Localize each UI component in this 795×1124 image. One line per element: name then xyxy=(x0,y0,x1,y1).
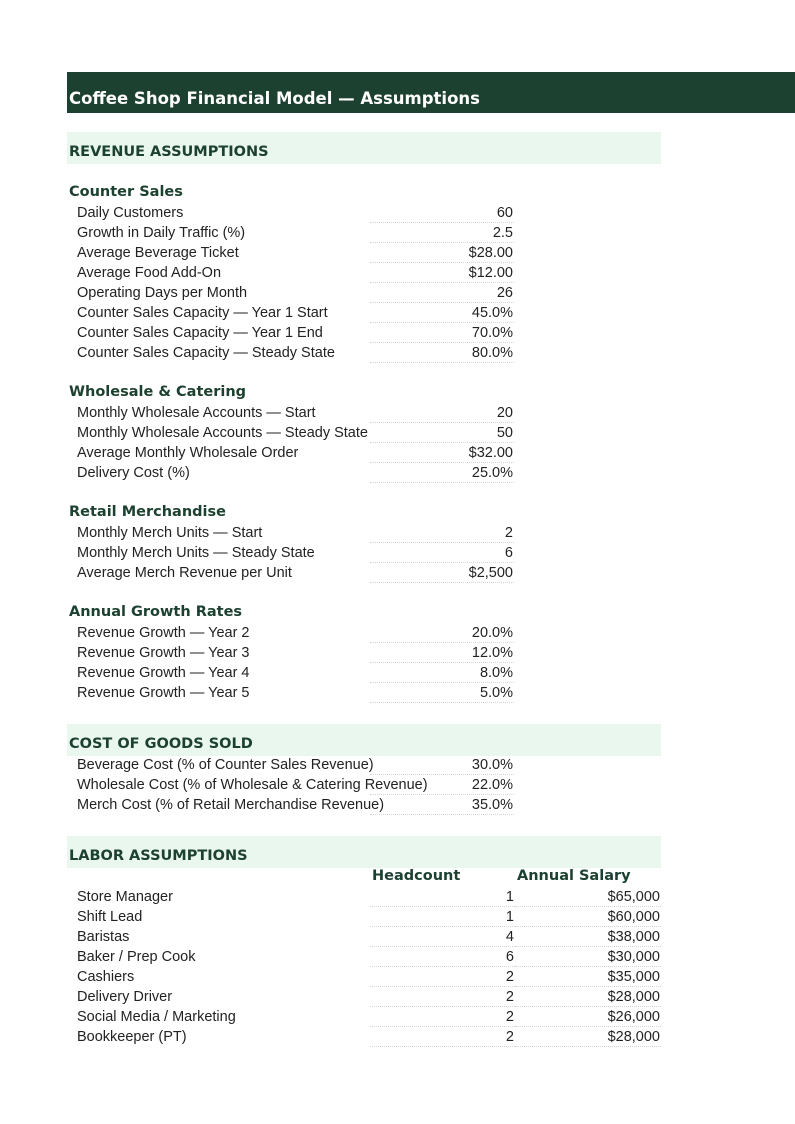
section-revenue xyxy=(67,132,661,164)
row-label: Counter Sales Capacity — Year 1 Start xyxy=(77,305,328,321)
table-row xyxy=(0,563,795,583)
salary-value[interactable]: $38,000 xyxy=(515,927,661,947)
table-row xyxy=(0,775,795,795)
table-row xyxy=(0,283,795,303)
salary-value[interactable]: $28,000 xyxy=(515,987,661,1007)
salary-value[interactable]: $65,000 xyxy=(515,887,661,907)
row-label: Social Media / Marketing xyxy=(77,1009,236,1025)
row-value[interactable]: 2 xyxy=(370,523,514,543)
table-row xyxy=(0,1027,795,1047)
table-row xyxy=(0,223,795,243)
row-value[interactable]: 45.0% xyxy=(370,303,514,323)
headcount-value[interactable]: 1 xyxy=(370,907,515,927)
row-label: Cashiers xyxy=(77,969,135,985)
headcount-value[interactable]: 4 xyxy=(370,927,515,947)
salary-value[interactable]: $26,000 xyxy=(515,1007,661,1027)
table-row xyxy=(0,243,795,263)
column-header-headcount: Headcount xyxy=(372,868,461,884)
table-row xyxy=(0,1007,795,1027)
table-row xyxy=(0,755,795,775)
row-value[interactable]: 25.0% xyxy=(370,463,514,483)
row-value[interactable]: 35.0% xyxy=(370,795,514,815)
table-row xyxy=(0,987,795,1007)
row-value[interactable]: $32.00 xyxy=(370,443,514,463)
row-value[interactable]: $28.00 xyxy=(370,243,514,263)
table-row xyxy=(0,303,795,323)
subheading-wholesale: Wholesale & Catering xyxy=(69,384,247,400)
table-row xyxy=(0,927,795,947)
row-label: Average Monthly Wholesale Order xyxy=(77,445,299,461)
row-value[interactable]: 12.0% xyxy=(370,643,514,663)
salary-value[interactable]: $35,000 xyxy=(515,967,661,987)
row-label: Revenue Growth — Year 3 xyxy=(77,645,250,661)
row-value[interactable]: 5.0% xyxy=(370,683,514,703)
table-row xyxy=(0,463,795,483)
row-label: Revenue Growth — Year 2 xyxy=(77,625,250,641)
table-row xyxy=(0,887,795,907)
table-row xyxy=(0,795,795,815)
table-row xyxy=(0,263,795,283)
table-row xyxy=(0,203,795,223)
table-row xyxy=(0,907,795,927)
section-cogs xyxy=(67,724,661,756)
row-value[interactable]: 26 xyxy=(370,283,514,303)
row-value[interactable]: 80.0% xyxy=(370,343,514,363)
section-heading: LABOR ASSUMPTIONS xyxy=(69,848,248,864)
section-heading: REVENUE ASSUMPTIONS xyxy=(69,144,269,160)
table-row xyxy=(0,543,795,563)
row-label: Monthly Wholesale Accounts — Steady State xyxy=(77,425,368,441)
row-value[interactable]: $2,500 xyxy=(370,563,514,583)
salary-value[interactable]: $30,000 xyxy=(515,947,661,967)
row-label: Revenue Growth — Year 5 xyxy=(77,685,250,701)
row-label: Revenue Growth — Year 4 xyxy=(77,665,250,681)
row-label: Merch Cost (% of Retail Merchandise Revenue) xyxy=(77,797,385,813)
headcount-value[interactable]: 2 xyxy=(370,1007,515,1027)
section-heading: COST OF GOODS SOLD xyxy=(69,736,253,752)
column-header-salary: Annual Salary xyxy=(517,868,631,884)
row-label: Monthly Wholesale Accounts — Start xyxy=(77,405,316,421)
salary-value[interactable]: $28,000 xyxy=(515,1027,661,1047)
row-value[interactable]: 30.0% xyxy=(370,755,514,775)
table-row xyxy=(0,403,795,423)
subheading-growth: Annual Growth Rates xyxy=(69,604,243,620)
row-value[interactable]: 2.5 xyxy=(370,223,514,243)
row-label: Operating Days per Month xyxy=(77,285,248,301)
row-label: Average Food Add-On xyxy=(77,265,222,281)
title-bar xyxy=(67,72,795,113)
row-label: Growth in Daily Traffic (%) xyxy=(77,225,246,241)
table-row xyxy=(0,683,795,703)
page-title: Coffee Shop Financial Model — Assumptions xyxy=(69,89,480,108)
row-label: Monthly Merch Units — Start xyxy=(77,525,263,541)
row-value[interactable]: 20 xyxy=(370,403,514,423)
row-label: Delivery Cost (%) xyxy=(77,465,190,481)
table-row xyxy=(0,323,795,343)
row-value[interactable]: 8.0% xyxy=(370,663,514,683)
row-label: Bookkeeper (PT) xyxy=(77,1029,187,1045)
row-label: Average Merch Revenue per Unit xyxy=(77,565,292,581)
table-row xyxy=(0,663,795,683)
row-label: Monthly Merch Units — Steady State xyxy=(77,545,315,561)
headcount-value[interactable]: 2 xyxy=(370,987,515,1007)
row-value[interactable]: 70.0% xyxy=(370,323,514,343)
table-row xyxy=(0,643,795,663)
row-value[interactable]: 20.0% xyxy=(370,623,514,643)
headcount-value[interactable]: 6 xyxy=(370,947,515,967)
row-label: Daily Customers xyxy=(77,205,184,221)
row-label: Delivery Driver xyxy=(77,989,173,1005)
row-label: Beverage Cost (% of Counter Sales Revenue) xyxy=(77,757,374,773)
row-label: Baristas xyxy=(77,929,130,945)
table-row xyxy=(0,947,795,967)
salary-value[interactable]: $60,000 xyxy=(515,907,661,927)
section-labor xyxy=(67,836,661,868)
row-label: Baker / Prep Cook xyxy=(77,949,196,965)
row-label: Counter Sales Capacity — Steady State xyxy=(77,345,335,361)
row-value[interactable]: $12.00 xyxy=(370,263,514,283)
table-row xyxy=(0,623,795,643)
row-label: Shift Lead xyxy=(77,909,143,925)
headcount-value[interactable]: 2 xyxy=(370,1027,515,1047)
table-row xyxy=(0,343,795,363)
subheading-retail: Retail Merchandise xyxy=(69,504,226,520)
headcount-value[interactable]: 1 xyxy=(370,887,515,907)
row-value[interactable]: 6 xyxy=(370,543,514,563)
table-row xyxy=(0,967,795,987)
table-row xyxy=(0,443,795,463)
row-label: Wholesale Cost (% of Wholesale & Catering Revenue) xyxy=(77,777,428,793)
row-value[interactable]: 22.0% xyxy=(370,775,514,795)
table-row xyxy=(0,523,795,543)
row-value[interactable]: 60 xyxy=(370,203,514,223)
row-label: Average Beverage Ticket xyxy=(77,245,239,261)
table-row xyxy=(0,423,795,443)
subheading-counter-sales: Counter Sales xyxy=(69,184,183,200)
row-label: Store Manager xyxy=(77,889,173,905)
headcount-value[interactable]: 2 xyxy=(370,967,515,987)
row-value[interactable]: 50 xyxy=(370,423,514,443)
row-label: Counter Sales Capacity — Year 1 End xyxy=(77,325,323,341)
